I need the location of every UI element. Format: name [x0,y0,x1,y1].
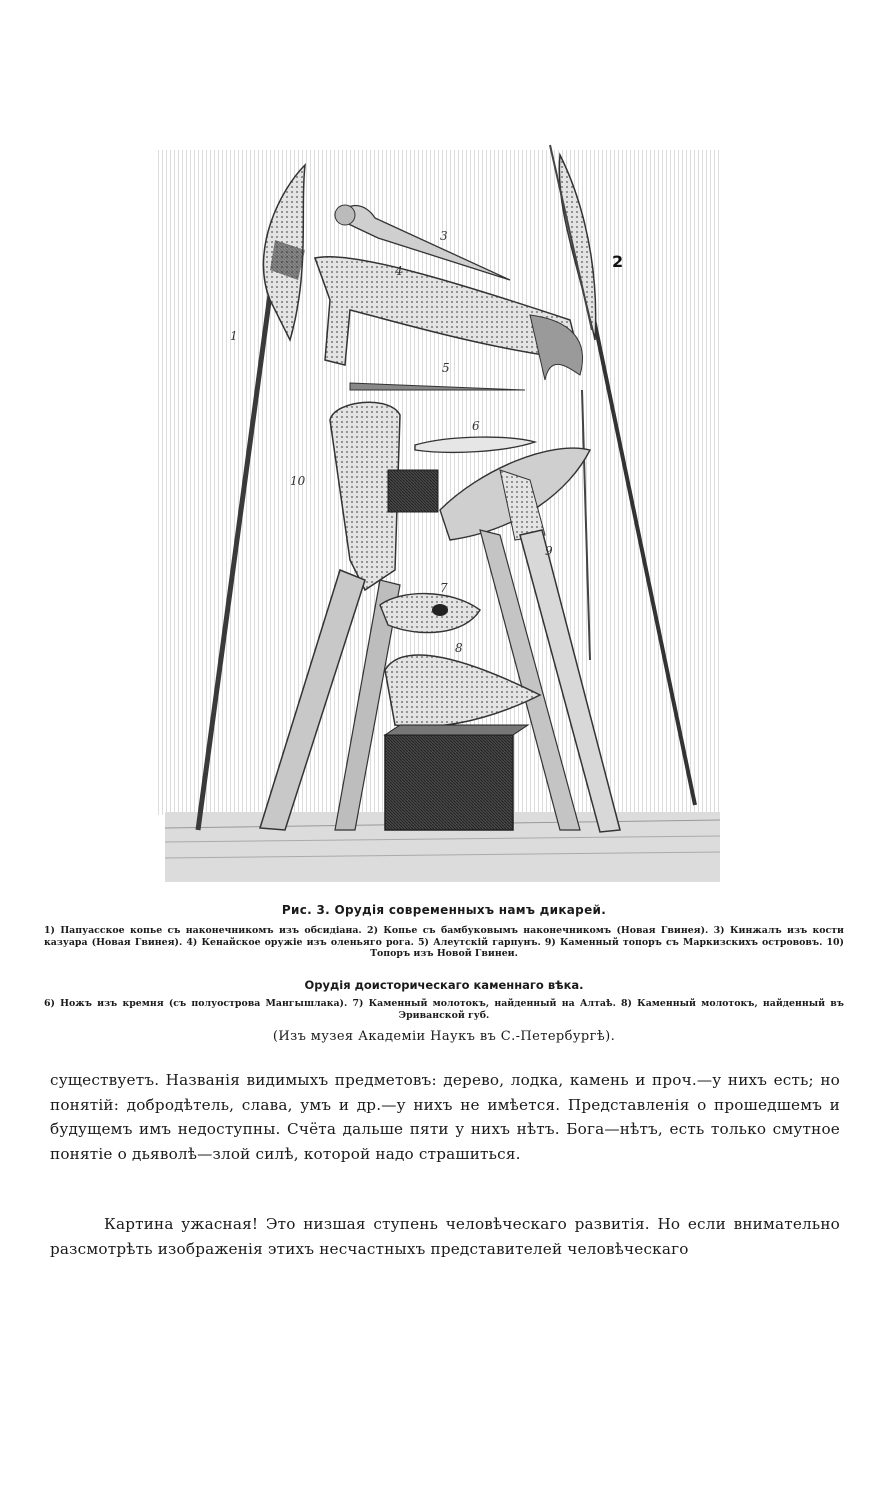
label-1: 1 [230,329,238,343]
tools-illustration [150,140,730,885]
label-3: 3 [440,229,448,243]
figure-caption-title: Рис. 3. Орудія современныхъ намъ дикарей. [281,903,607,917]
label-10: 10 [290,474,306,488]
label-9: 9 [545,544,553,558]
label-6: 6 [472,419,480,433]
display-box [385,735,513,830]
figure-caption-list-prehistoric: 6) Ножъ изъ кремня (съ полуострова Мангышлака). 7) Каменный молотокъ, найденный на Алтаѣ. 8) Каменный молотокъ, найденный въ Эриванской губ. [44,998,844,1021]
label-5: 5 [442,361,450,375]
label-7: 7 [440,581,448,595]
figure-engraving [150,140,730,885]
body-paragraph-2: Картина ужасная! Это низшая ступень человѣческаго развитія. Но если внимательно разсмотрѣть изображенія этихъ несчастныхъ представителей человѣческаго [50,1215,840,1258]
figure-caption-subtitle: Орудія доисторическаго каменнаго вѣка. [304,978,584,992]
label-2: 2 [612,252,624,271]
label-4: 4 [395,264,403,278]
label-8: 8 [455,641,463,655]
figure-caption-source: (Изъ музея Академіи Наукъ въ С.-Петербургѣ). [272,1029,616,1044]
body-paragraph-1: существуетъ. Названія видимыхъ предметовъ: дерево, лодка, камень и проч.—у нихъ есть; но понятій: добродѣтель, слава, умъ и др.—у нихъ не имѣется. Представленія о прошедшемъ и будущемъ имъ недоступны. Счёта дальше пяти у нихъ нѣтъ. Бога—нѣтъ, есть только смутное понятіе о дьяволѣ—злой силѣ, которой надо страшиться. [50,1071,840,1163]
figure-caption-list-modern: 1) Папуасское копье съ наконечникомъ изъ обсидіана. 2) Копье съ бамбуковымъ наконечникомъ (Новая Гвинея). 3) Кинжалъ изъ кости казуара (Новая Гвинея). 4) Кенайское оружіе изъ оленьяго рога. 5) Алеутскій гарпунъ. 9) Каменный топоръ съ Маркизскихъ острововъ. 10) Топоръ изъ Новой Гвинеи. [44,925,844,959]
